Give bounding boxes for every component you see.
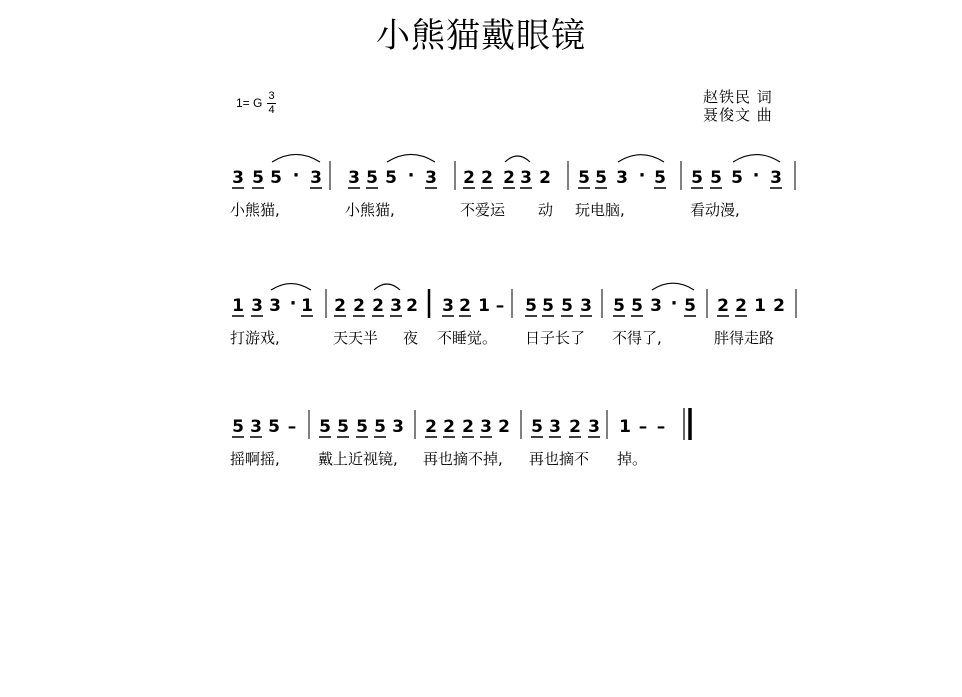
note-5: 5 [578, 168, 590, 188]
lyric-line-3-word-2: 戴上近视镜, [318, 450, 398, 468]
sustain-dash: – [656, 417, 666, 437]
lyric-line-1-word-4: 动 [538, 201, 554, 219]
slur [271, 284, 311, 290]
augmentation-dot: · [292, 165, 300, 186]
slur [652, 283, 694, 290]
key-signature: 1= G [236, 96, 263, 110]
lyric-line-2-word-6: 不得了, [612, 329, 662, 347]
note-3: 3 [616, 168, 628, 188]
note-5: 5 [691, 168, 703, 188]
note-5: 5 [542, 296, 554, 316]
lyric-line-2-word-3: 夜 [403, 329, 419, 347]
note-5: 5 [684, 296, 696, 316]
note-2: 2 [498, 417, 510, 437]
note-2: 2 [353, 296, 365, 316]
note-2: 2 [443, 417, 455, 437]
slur [505, 156, 530, 162]
sustain-dash: – [495, 296, 505, 316]
note-3: 3 [549, 417, 561, 437]
lyric-line-1-word-2: 小熊猫, [345, 201, 395, 219]
note-5: 5 [268, 417, 280, 437]
slur [374, 284, 400, 290]
note-1: 1 [754, 296, 766, 316]
note-2: 2 [406, 296, 418, 316]
augmentation-dot: · [407, 165, 415, 186]
note-3: 3 [480, 417, 492, 437]
note-5: 5 [356, 417, 368, 437]
lyric-line-2-word-2: 天天半 [333, 329, 379, 347]
lyric-line-1-word-6: 看动漫, [690, 201, 740, 219]
note-5: 5 [595, 168, 607, 188]
note-3: 3 [425, 168, 437, 188]
lyric-line-3-word-3: 再也摘不掉, [423, 450, 503, 468]
lyric-line-2-word-1: 打游戏, [230, 329, 280, 347]
lyric-line-1-word-1: 小熊猫, [230, 201, 280, 219]
lyric-line-2-word-4: 不睡觉。 [437, 329, 498, 347]
note-2: 2 [463, 168, 475, 188]
note-2: 2 [481, 168, 493, 188]
augmentation-dot: · [638, 165, 646, 186]
note-5: 5 [337, 417, 349, 437]
note-1: 1 [301, 296, 313, 316]
lyric-line-3-word-5: 掉。 [617, 450, 648, 468]
note-2: 2 [539, 168, 551, 188]
note-2: 2 [503, 168, 515, 188]
lyric-line-3-word-1: 摇啊摇, [230, 450, 280, 468]
note-5: 5 [385, 168, 397, 188]
note-1: 1 [619, 417, 631, 437]
note-2: 2 [425, 417, 437, 437]
note-2: 2 [459, 296, 471, 316]
composer-credit: 聂俊文 曲 [703, 106, 773, 124]
note-3: 3 [269, 296, 281, 316]
note-5: 5 [561, 296, 573, 316]
note-3: 3 [348, 168, 360, 188]
note-3: 3 [392, 417, 404, 437]
note-2: 2 [735, 296, 747, 316]
sustain-dash: – [287, 417, 297, 437]
lyricist-credit: 赵铁民 词 [703, 88, 773, 106]
lyric-line-3-word-4: 再也摘不 [529, 450, 590, 468]
lyric-line-1-word-5: 玩电脑, [575, 201, 625, 219]
slur [272, 154, 320, 162]
note-3: 3 [251, 296, 263, 316]
note-3: 3 [588, 417, 600, 437]
note-5: 5 [613, 296, 625, 316]
slur [387, 154, 435, 162]
note-2: 2 [334, 296, 346, 316]
note-2: 2 [717, 296, 729, 316]
note-5: 5 [270, 168, 282, 188]
note-1: 1 [232, 296, 244, 316]
note-5: 5 [531, 417, 543, 437]
song-title: 小熊猫戴眼镜 [376, 16, 586, 56]
note-5: 5 [252, 168, 264, 188]
note-5: 5 [366, 168, 378, 188]
lyric-line-2-word-5: 日子长了 [525, 329, 586, 347]
slur [618, 155, 664, 162]
note-5: 5 [374, 417, 386, 437]
note-5: 5 [731, 168, 743, 188]
note-5: 5 [319, 417, 331, 437]
slur [733, 155, 780, 162]
lyric-line-2-word-7: 胖得走路 [714, 329, 775, 347]
augmentation-dot: · [670, 293, 678, 314]
note-1: 1 [478, 296, 490, 316]
note-3: 3 [650, 296, 662, 316]
note-3: 3 [390, 296, 402, 316]
augmentation-dot: · [289, 293, 297, 314]
sustain-dash: – [638, 417, 648, 437]
note-3: 3 [520, 168, 532, 188]
lyric-line-1-word-3: 不爱运 [460, 201, 506, 219]
note-5: 5 [710, 168, 722, 188]
time-signature-denominator: 4 [268, 104, 275, 116]
note-5: 5 [232, 417, 244, 437]
time-signature-numerator: 3 [268, 90, 275, 102]
note-3: 3 [580, 296, 592, 316]
note-2: 2 [773, 296, 785, 316]
note-2: 2 [462, 417, 474, 437]
note-2: 2 [372, 296, 384, 316]
note-3: 3 [232, 168, 244, 188]
note-3: 3 [442, 296, 454, 316]
note-2: 2 [569, 417, 581, 437]
note-3: 3 [250, 417, 262, 437]
augmentation-dot: · [752, 165, 760, 186]
note-5: 5 [654, 168, 666, 188]
note-3: 3 [310, 168, 322, 188]
note-3: 3 [770, 168, 782, 188]
note-5: 5 [525, 296, 537, 316]
note-5: 5 [631, 296, 643, 316]
